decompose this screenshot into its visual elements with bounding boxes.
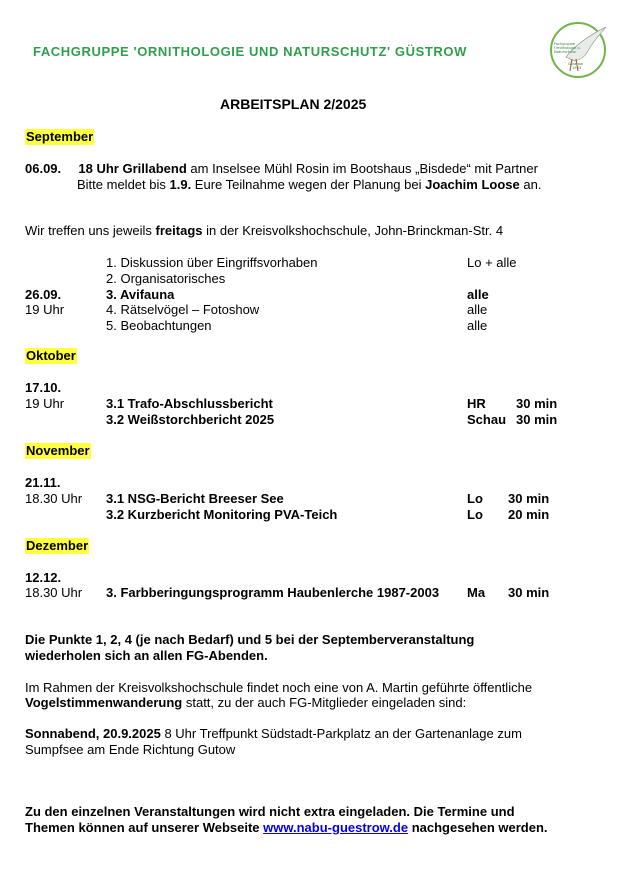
header-title: FACHGRUPPE 'ORNITHOLOGIE UND NATURSCHUTZ' GÜSTROW (33, 44, 467, 59)
logo-text-3: Naturschutz (554, 50, 576, 54)
month-heading-november: November (26, 443, 90, 458)
repeat-note-line-2: wiederholen sich an allen FG-Abenden. (25, 648, 268, 663)
oktober-item-1: 3.1 Trafo-Abschlussbericht (106, 396, 273, 411)
oktober-item-1-duration: 30 min (516, 396, 558, 411)
agenda-item-4-who: alle (467, 302, 488, 317)
september-event-desc: am Inselsee Mühl Rosin im Bootshaus „Bisdede“ mit Partner (186, 161, 538, 176)
agenda-item-3-who: alle (467, 287, 489, 302)
dezember-time: 18.30 Uhr (25, 585, 83, 600)
meeting-info (25, 223, 503, 239)
agenda-item-2: 2. Organisatorisches (106, 271, 226, 286)
oktober-date: 17.10. (25, 380, 62, 395)
november-date: 21.11. (25, 475, 61, 490)
logo-text-5: 1953 (572, 66, 582, 70)
month-heading-dezember: Dezember (26, 538, 89, 553)
oktober-item-2-who: Schau (467, 412, 507, 427)
dezember-item-1-duration: 30 min (508, 585, 550, 600)
meeting-info-post: in der Kreisvolkshochschule, John-Brinckman-Str. 4 (202, 223, 504, 238)
excursion-date: Sonnabend, 20.9.2025 (25, 726, 161, 741)
agenda-item-3: 3. Avifauna (106, 287, 175, 302)
september-event-line (25, 161, 538, 177)
excursion-intro-line-1: Im Rahmen der Kreisvolkshochschule findet noch eine von A. Martin geführte öffentliche (25, 680, 533, 695)
september-note-pre: Bitte meldet bis (77, 177, 170, 192)
oktober-item-1-who: HR (467, 396, 486, 411)
november-item-2-who: Lo (467, 507, 483, 522)
logo-text-2: Ornithologie u. (554, 46, 581, 50)
footer-line-2-post: nachgesehen werden. (408, 820, 548, 835)
agenda-item-1: 1. Diskussion über Eingriffsvorhaben (106, 255, 318, 270)
month-heading-september: September (26, 129, 94, 144)
november-item-1-who: Lo (467, 491, 483, 506)
dezember-item-1: 3. Farbberingungsprogramm Haubenlerche 1987-2003 (106, 585, 440, 600)
excursion-line-2: Sumpfsee am Ende Richtung Gutow (25, 742, 236, 757)
november-item-2-duration: 20 min (508, 507, 550, 522)
logo (548, 21, 612, 79)
september-date: 06.09. (25, 161, 62, 176)
meeting-info-day: freitags (155, 223, 203, 238)
november-time: 18.30 Uhr (25, 491, 83, 506)
excursion-line-1 (25, 726, 522, 742)
oktober-time: 19 Uhr (25, 396, 65, 411)
november-item-1: 3.1 NSG-Bericht Breeser See (106, 491, 284, 506)
meeting-info-pre: Wir treffen uns jeweils (25, 223, 156, 238)
dezember-item-1-who: Ma (467, 585, 486, 600)
website-link[interactable]: www.nabu-guestrow.de (263, 820, 409, 835)
oktober-item-2-duration: 30 min (516, 412, 558, 427)
september-time: 18 Uhr (78, 161, 119, 176)
september-note-line (77, 177, 541, 193)
agenda-item-1-who: Lo + alle (467, 255, 517, 270)
footer-line-2 (25, 820, 548, 836)
footer-line-1: Zu den einzelnen Veranstaltungen wird nicht extra eingeladen. Die Termine und (25, 804, 515, 819)
doc-title: ARBEITSPLAN 2/2025 (220, 96, 367, 112)
september-note-mid: Eure Teilnahme wegen der Planung bei (191, 177, 426, 192)
repeat-note-line-1: Die Punkte 1, 2, 4 (je nach Bedarf) und 5 bei der Septemberveranstaltung (25, 632, 475, 647)
oktober-item-2: 3.2 Weißstorchbericht 2025 (106, 412, 275, 427)
september-note-name: Joachim Loose (425, 177, 520, 192)
footer-line-2-pre: Themen können auf unserer Webseite (25, 820, 264, 835)
agenda-item-5: 5. Beobachtungen (106, 318, 212, 333)
november-item-1-duration: 30 min (508, 491, 550, 506)
month-heading-oktober: Oktober (26, 348, 76, 363)
september-event: Grillabend (122, 161, 187, 176)
logo-text-1: Fachgruppe (554, 42, 576, 46)
agenda-item-5-who: alle (467, 318, 488, 333)
excursion-name: Vogelstimmenwanderung (25, 695, 183, 710)
excursion-details: 8 Uhr Treffpunkt Südstadt-Parkplatz an der Gartenanlage zum (160, 726, 522, 741)
dezember-date: 12.12. (25, 570, 62, 585)
excursion-intro-rest: statt, zu der auch FG-Mitglieder eingeladen sind: (182, 695, 467, 710)
logo-text-4: Güstrow (568, 62, 583, 66)
september-note-end: an. (519, 177, 542, 192)
november-item-2: 3.2 Kurzbericht Monitoring PVA-Teich (106, 507, 338, 522)
excursion-intro-line-2 (25, 695, 466, 711)
sep-meeting-date: 26.09. (25, 287, 62, 302)
september-note-date: 1.9. (169, 177, 192, 192)
agenda-item-4: 4. Rätselvögel – Fotoshow (106, 302, 260, 317)
sep-meeting-time: 19 Uhr (25, 302, 65, 317)
